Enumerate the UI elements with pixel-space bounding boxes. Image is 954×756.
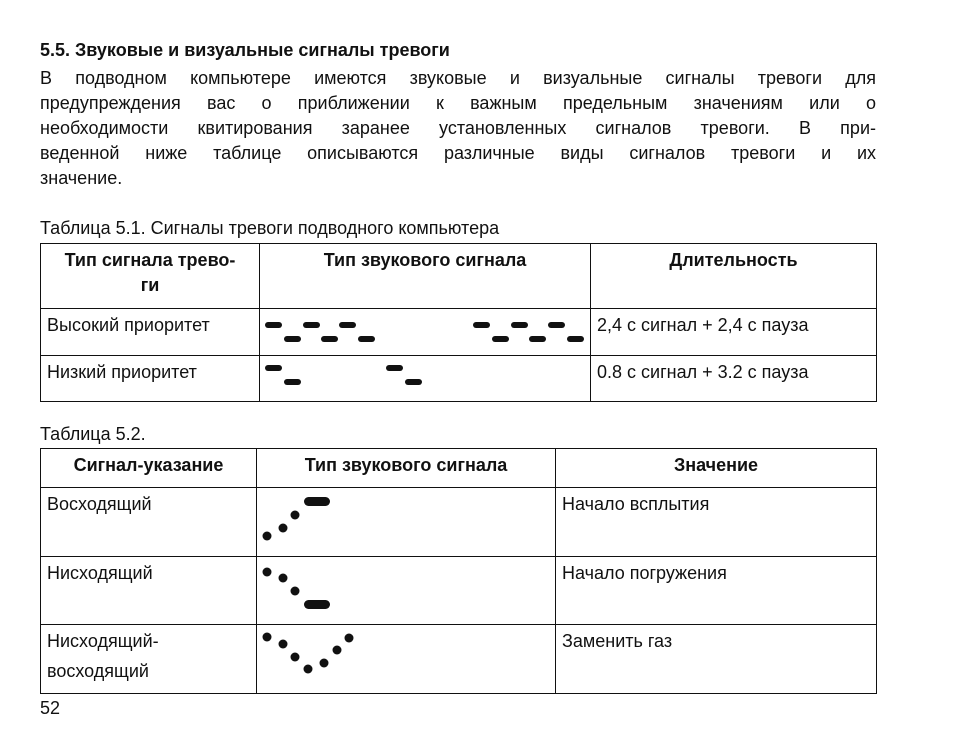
cell-text: Заменить газ [562,631,673,651]
table-row [41,309,877,356]
page-number: 52 [40,698,61,718]
paragraph-line: значение. [40,168,123,188]
cell-meaning [556,488,877,557]
cell-text: 2,4 с сигнал + 2,4 с пауза [597,315,809,335]
cell-text-line: Нисходящий- [47,631,159,651]
table-row [41,356,877,402]
header-line: Тип сигнала трево- [64,250,236,270]
cell-text: 0.8 с сигнал + 3.2 с пауза [597,362,809,382]
header-label: Тип звукового сигнала [304,455,508,475]
cell-meaning [556,625,877,694]
indicator-table [40,448,877,694]
cell-meaning [556,557,877,625]
header-signal-type [41,244,260,309]
header-sound-type [257,449,556,488]
section-title: 5.5. Звуковые и визуальные сигналы тревоги [40,40,450,60]
ascending-pattern-icon [257,488,556,557]
header-line: ги [140,275,160,295]
header-meaning [556,449,877,488]
header-duration [591,244,877,309]
cell-text: Восходящий [47,494,152,514]
descending-ascending-pattern-icon [257,625,556,694]
cell-text: Начало всплытия [562,494,710,514]
paragraph-line: предупреждения вас о приближении к важным предельным значениям или о [40,93,876,113]
cell-duration [591,309,877,356]
paragraph-line: веденной ниже таблице описываются различные виды сигналов тревоги и их [40,143,876,163]
alarm-table [40,243,877,402]
cell-signal-type [41,356,260,402]
table-row [41,557,877,625]
cell-duration [591,356,877,402]
header-label: Значение [673,455,759,475]
descending-pattern-icon [257,557,556,625]
cell-text-line: восходящий [47,661,149,681]
cell-indicator [41,557,257,625]
table-header-row [41,244,877,309]
header-sound-type [260,244,591,309]
header-label: Сигнал-указание [73,455,224,475]
cell-text: Нисходящий [47,563,153,583]
header-label: Длительность [669,250,798,270]
paragraph-line: необходимости квитирования заранее установленных сигналов тревоги. В при- [40,118,876,138]
table2-caption: Таблица 5.2. [40,424,146,444]
low-priority-pattern-icon [260,356,591,402]
cell-indicator [41,625,257,694]
cell-indicator [41,488,257,557]
cell-signal-type [41,309,260,356]
header-indicator [41,449,257,488]
cell-text: Начало погружения [562,563,727,583]
high-priority-pattern-icon [260,309,591,356]
table1-caption: Таблица 5.1. Сигналы тревоги подводного компьютера [40,218,500,238]
header-label: Тип звукового сигнала [323,250,527,270]
table-row [41,488,877,557]
paragraph-line: В подводном компьютере имеются звуковые и визуальные сигналы тревоги для [40,68,876,88]
table-row [41,625,877,694]
table-header-row [41,449,877,488]
cell-text: Высокий приоритет [47,315,210,335]
intro-paragraph [40,66,876,191]
cell-text: Низкий приоритет [47,362,197,382]
